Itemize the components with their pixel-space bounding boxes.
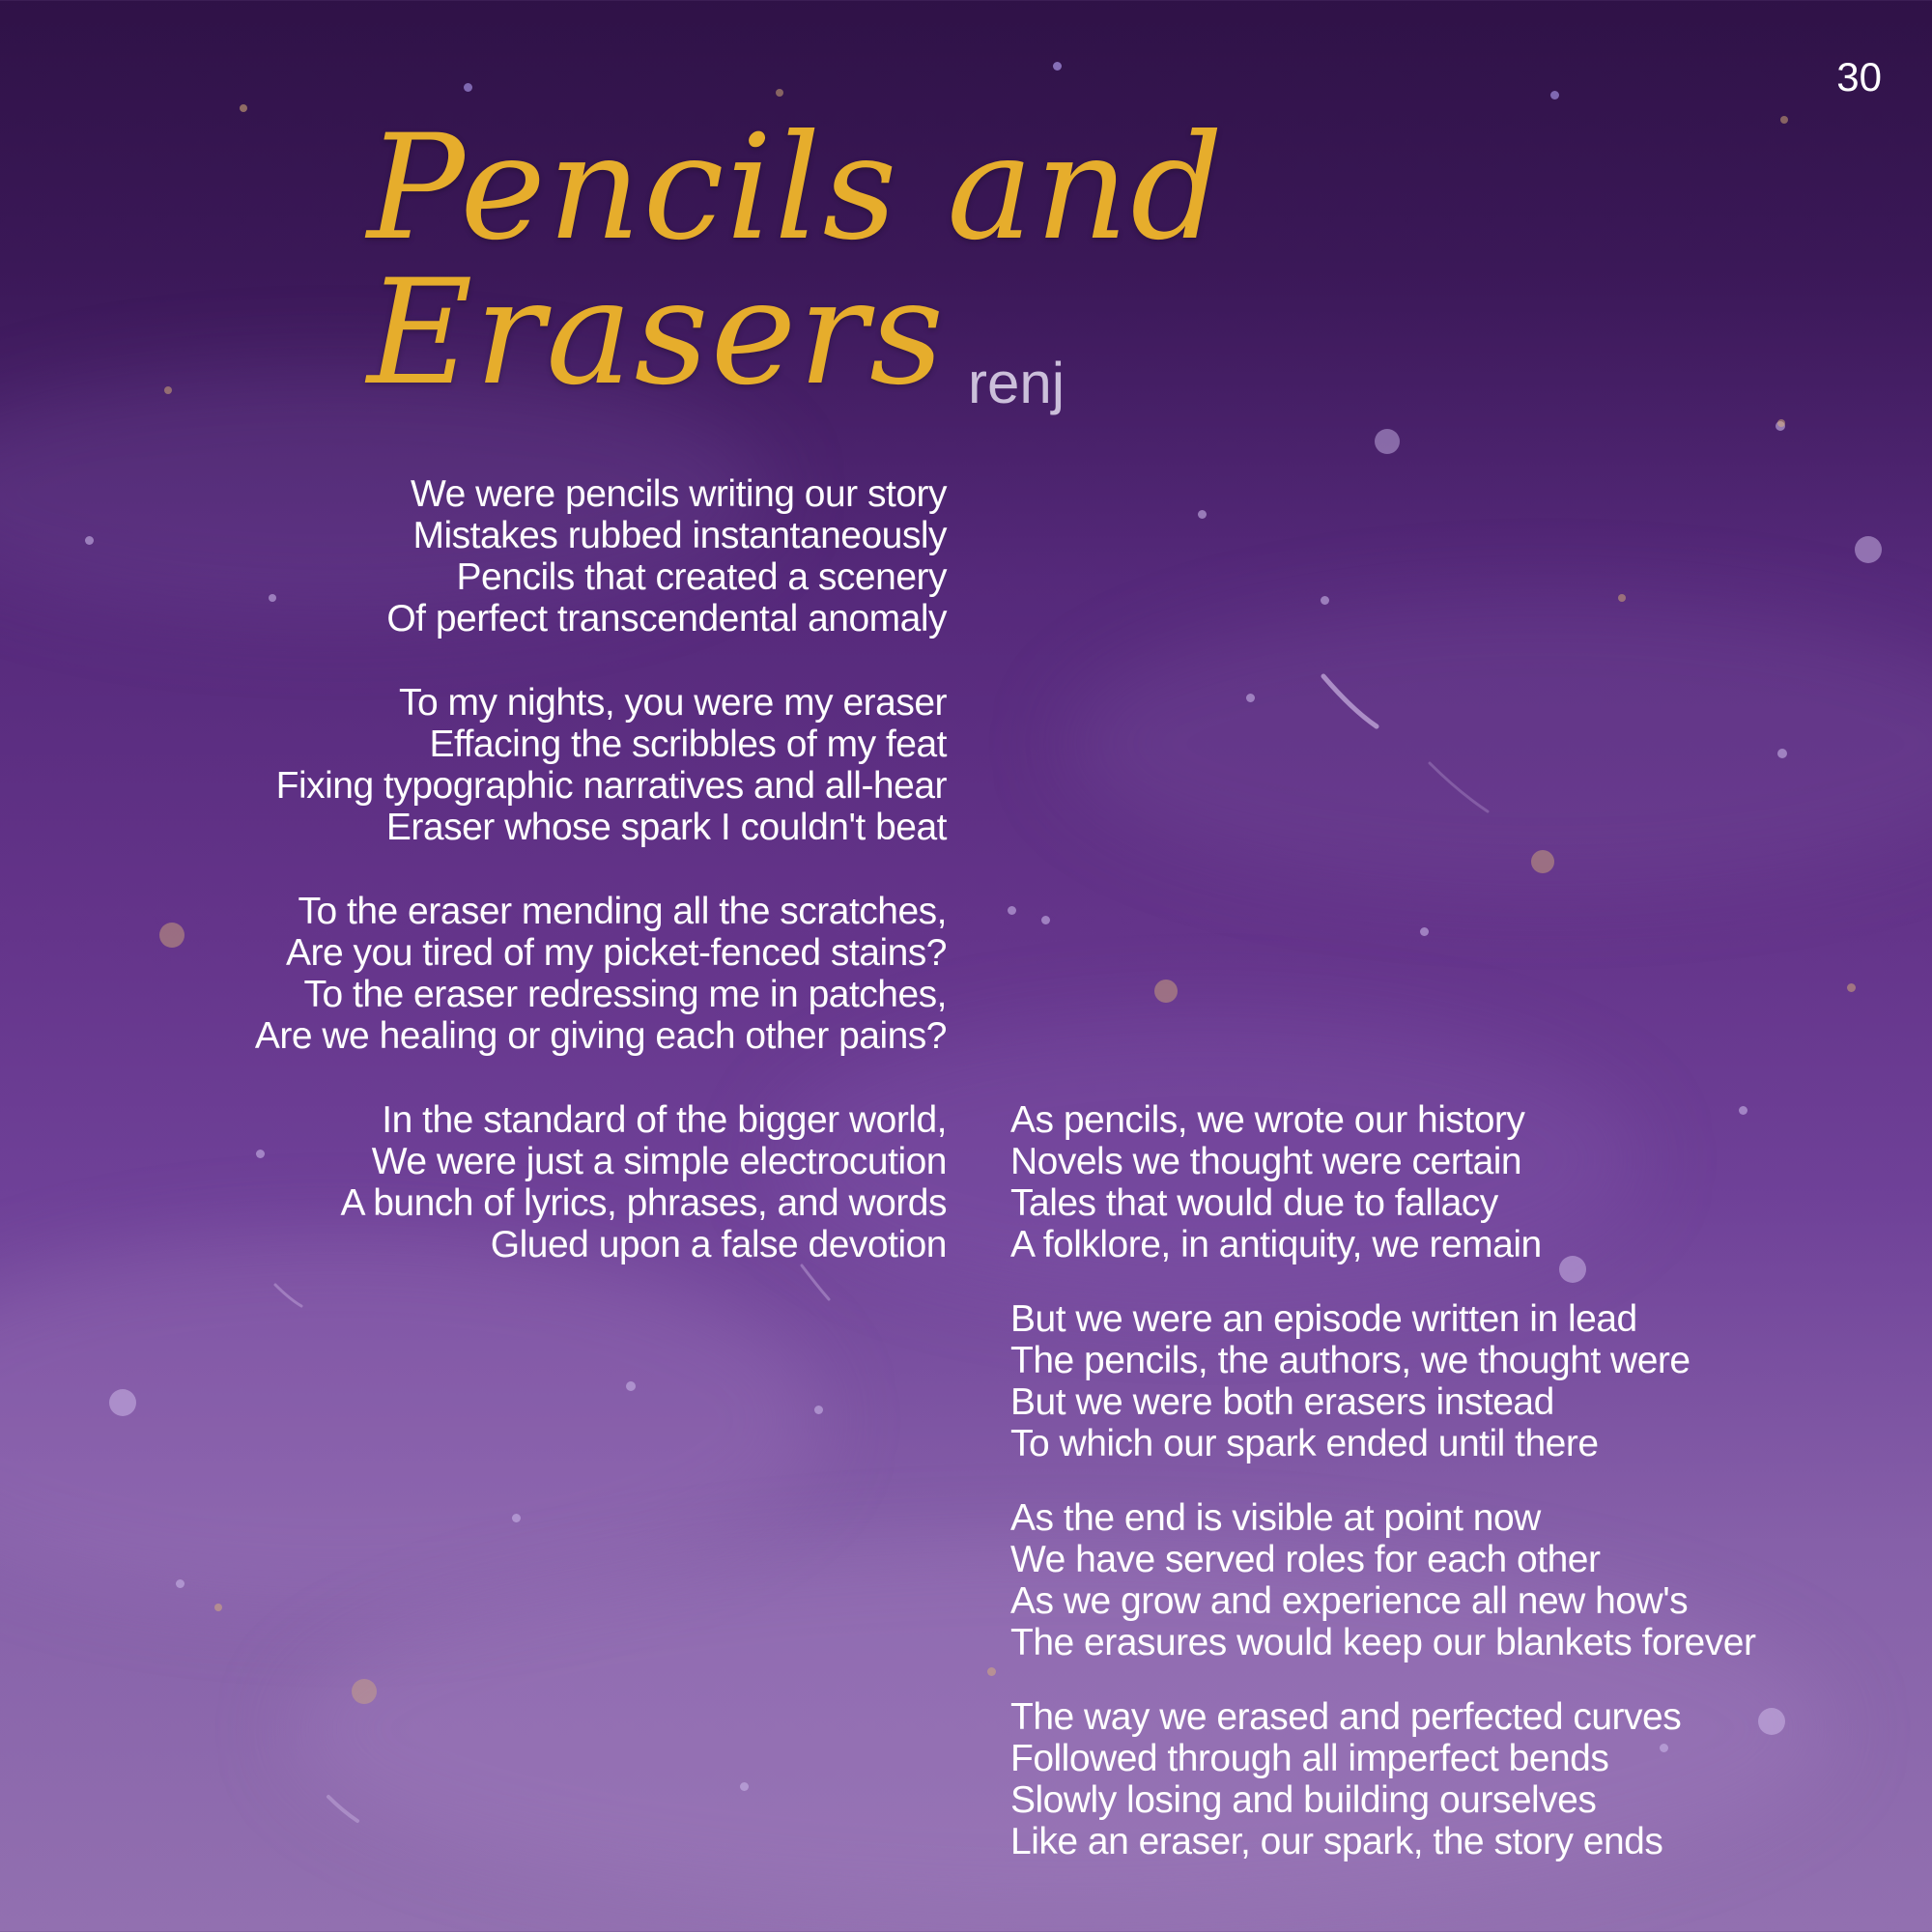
poem-line: Are we healing or giving each other pains? (254, 1015, 947, 1057)
star (1154, 980, 1178, 1003)
poem-line: As we grow and experience all new how's (1010, 1580, 1689, 1622)
star (1321, 596, 1329, 605)
star (776, 89, 783, 97)
star (240, 104, 247, 112)
star (1053, 62, 1062, 71)
poem-line: The way we erased and perfected curves (1010, 1696, 1682, 1738)
stanza-left-2 (276, 682, 947, 848)
star (1847, 983, 1856, 992)
poem-line: Tales that would due to fallacy (1010, 1182, 1498, 1224)
poem-line: We were just a simple electrocution (371, 1141, 947, 1182)
star (214, 1604, 222, 1611)
star (1531, 850, 1554, 873)
poem-title: Pencils and Erasers (367, 104, 1226, 417)
poem-line: The pencils, the authors, we thought were (1010, 1340, 1690, 1381)
poem-line: Effacing the scribbles of my feat (429, 724, 947, 765)
star (159, 923, 185, 948)
poem-line: Mistakes rubbed instantaneously (412, 515, 947, 556)
star (987, 1667, 996, 1676)
stanza-left-3 (255, 891, 947, 1057)
star (1780, 116, 1788, 124)
poem-line: The erasures would keep our blankets forever (1010, 1622, 1756, 1663)
poem-line: Fixing typographic narratives and all-hear (275, 765, 947, 807)
poem-line: In the standard of the bigger world, (382, 1099, 947, 1141)
poem-line: To the eraser redressing me in patches, (303, 974, 947, 1015)
poem-line: A bunch of lyrics, phrases, and words (340, 1182, 947, 1224)
star (1041, 916, 1050, 924)
star (1776, 421, 1785, 431)
star (1420, 927, 1429, 936)
stanza-left-1 (386, 473, 947, 639)
poem-line: A folklore, in antiquity, we remain (1010, 1224, 1542, 1265)
star (1198, 510, 1207, 519)
poem-line: But we were both erasers instead (1010, 1381, 1554, 1423)
poem-line: To which our spark ended until there (1010, 1423, 1599, 1464)
poem-author: renj (968, 351, 1065, 415)
stanza-right-3 (1010, 1497, 1755, 1663)
stanza-right-1 (1010, 1099, 1542, 1265)
star (1855, 536, 1882, 563)
star (626, 1381, 636, 1391)
star (269, 594, 276, 602)
star (1758, 1708, 1785, 1735)
poem-line: We have served roles for each other (1010, 1539, 1601, 1580)
poem-line: Are you tired of my picket-fenced stains? (286, 932, 947, 974)
star (464, 83, 472, 92)
poem-line: But we were an episode written in lead (1010, 1298, 1637, 1340)
star (176, 1579, 185, 1588)
poem-line: We were pencils writing our story (411, 473, 947, 515)
stanza-right-4 (1010, 1696, 1681, 1862)
star (1008, 906, 1016, 915)
stanza-left-4 (341, 1099, 948, 1265)
star (1618, 594, 1626, 602)
poem-line: As the end is visible at point now (1010, 1497, 1541, 1539)
poem-line: Like an eraser, our spark, the story ends (1010, 1821, 1663, 1862)
poem-line: Novels we thought were certain (1010, 1141, 1522, 1182)
poem-line: To my nights, you were my eraser (398, 682, 947, 724)
star (814, 1406, 823, 1414)
poem-line: Eraser whose spark I couldn't beat (385, 807, 947, 848)
poem-line: To the eraser mending all the scratches, (298, 891, 947, 932)
poem-line: Of perfect transcendental anomaly (386, 598, 947, 639)
star (352, 1679, 377, 1704)
star (85, 536, 94, 545)
star (109, 1389, 136, 1416)
poem-line: Slowly losing and building ourselves (1010, 1779, 1597, 1821)
star (1777, 419, 1785, 427)
star (1550, 91, 1559, 99)
star (1777, 749, 1787, 758)
star (740, 1782, 749, 1791)
star (1375, 429, 1400, 454)
star (1739, 1106, 1747, 1115)
stanza-right-2 (1010, 1298, 1690, 1464)
star (1559, 1256, 1586, 1283)
poem-line: As pencils, we wrote our history (1010, 1099, 1525, 1141)
star (1246, 694, 1255, 702)
star (164, 386, 172, 394)
poem-line: Followed through all imperfect bends (1010, 1738, 1609, 1779)
poem-line: Glued upon a false devotion (490, 1224, 947, 1265)
star (512, 1514, 521, 1522)
page-number: 30 (1836, 54, 1882, 99)
star (256, 1150, 265, 1158)
poem-line: Pencils that created a scenery (456, 556, 947, 598)
